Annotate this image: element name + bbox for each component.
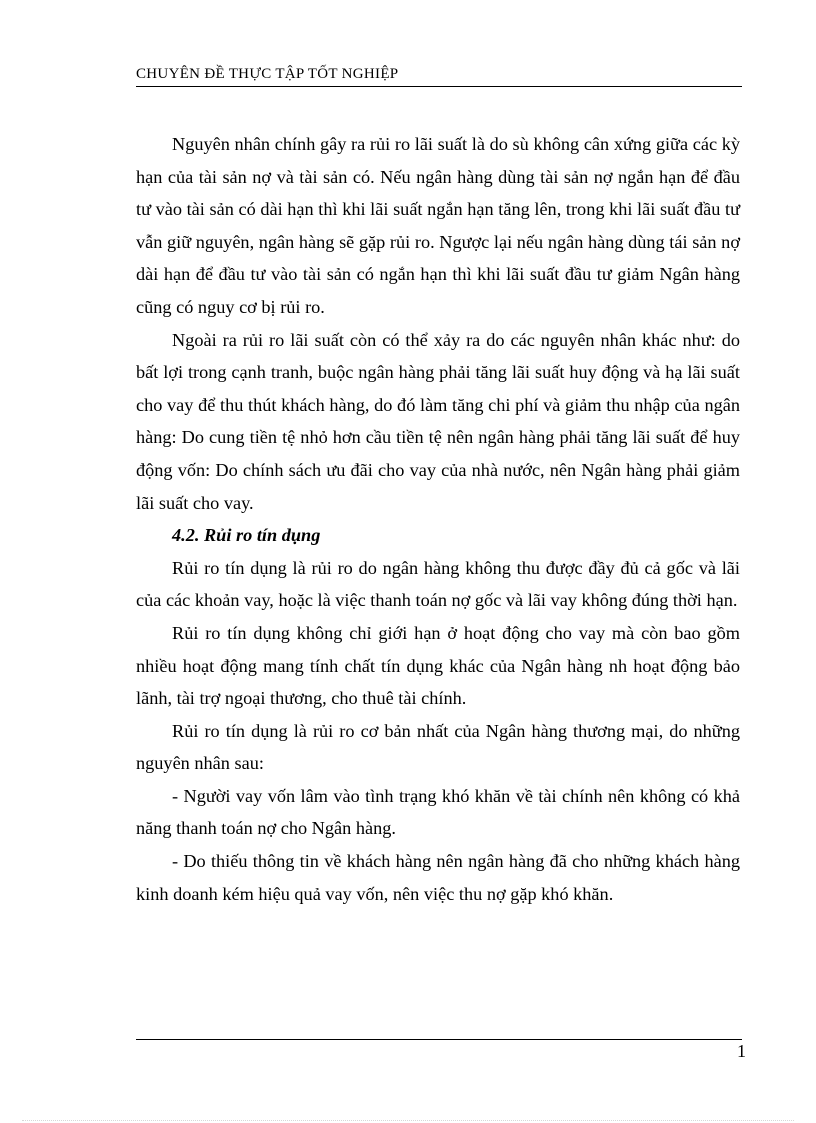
page-header xyxy=(136,66,742,87)
paragraph: Rủi ro tín dụng là rủi ro do ngân hàng không thu được đầy đủ cả gốc và lãi của các khoản vay, hoặc là việc thanh toán nợ gốc và lãi vay không đúng thời hạn. xyxy=(136,557,740,611)
footer-divider xyxy=(136,1039,742,1040)
page-edge-divider xyxy=(22,1120,794,1121)
paragraph: Ngoài ra rủi ro lãi suất còn có thể xảy ra do các nguyên nhân khác như: do bất lợi trong cạnh tranh, buộc ngân hàng phải tăng lãi suất huy động và hạ lãi suất cho vay để thu thút khách hàng, do đó làm tăng chi phí và giảm thu nhập của ngân hàng: Do cung tiền tệ nhỏ hơn cầu tiền tệ nên ngân hàng phải tăng lãi suất để huy động vốn: Do chính sách ưu đãi cho vay của nhà nước, nên Ngân hàng phải giảm lãi suất cho vay. xyxy=(136,329,740,513)
bullet-paragraph: - Người vay vốn lâm vào tình trạng khó khăn về tài chính nên không có khả năng thanh toán nợ cho Ngân hàng. xyxy=(136,785,740,839)
header-title: CHUYÊN ĐỀ THỰC TẬP TỐT NGHIỆP xyxy=(136,66,399,82)
document-body xyxy=(136,128,740,910)
paragraph: Nguyên nhân chính gây ra rủi ro lãi suất là do sù không cân xứng giữa các kỳ hạn của tài sản nợ và tài sản có. Nếu ngân hàng dùng tài sản nợ ngắn hạn để đầu tư vào tài sản có dài hạn thì khi lãi suất ngắn hạn tăng lên, trong khi lãi suất đầu tư vẫn giữ nguyên, ngân hàng sẽ gặp rủi ro. Ngược lại nếu ngân hàng dùng tái sản nợ dài hạn để đầu tư vào tài sản có ngắn hạn thì khi lãi suất đầu tư giảm Ngân hàng cũng có nguy cơ bị rủi ro. xyxy=(136,134,740,317)
paragraph: Rủi ro tín dụng là rủi ro cơ bản nhất của Ngân hàng thương mại, do những nguyên nhân sau: xyxy=(136,720,740,774)
section-heading: 4.2. Rủi ro tín dụng xyxy=(172,525,321,546)
paragraph: Rủi ro tín dụng không chỉ giới hạn ở hoạt động cho vay mà còn bao gồm nhiều hoạt động mang tính chất tín dụng khác của Ngân hàng nh hoạt động bảo lãnh, tài trợ ngoại thương, cho thuê tài chính. xyxy=(136,622,740,709)
page-number: 1 xyxy=(737,1041,746,1061)
bullet-paragraph: - Do thiếu thông tin về khách hàng nên ngân hàng đã cho những khách hàng kinh doanh kém hiệu quả vay vốn, nên việc thu nợ gặp khó khăn. xyxy=(136,851,740,904)
